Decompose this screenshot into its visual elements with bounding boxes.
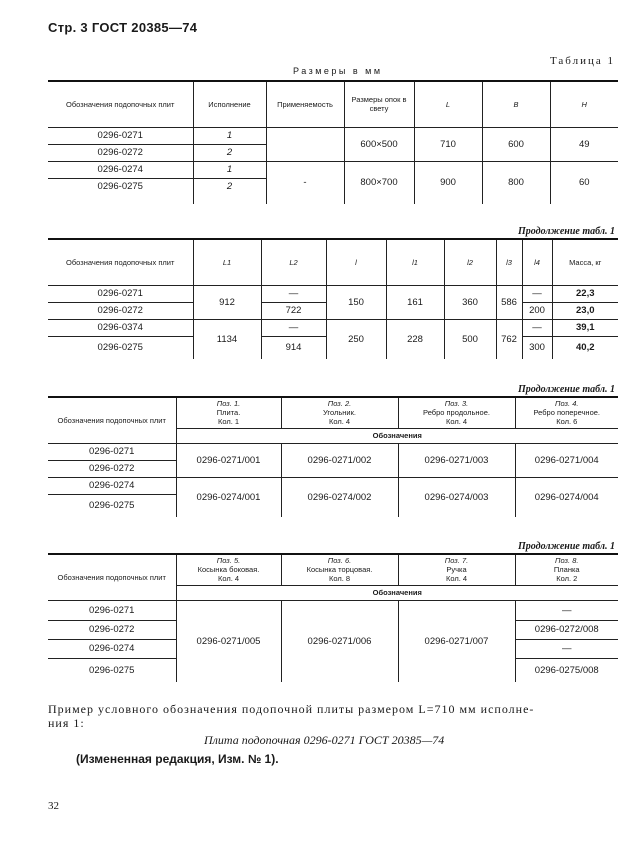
t4-des: 0296-0274 xyxy=(89,643,135,654)
t3-des: 0296-0272 xyxy=(89,463,135,474)
example-text-cont: ния 1: xyxy=(48,716,85,730)
t2-h-l2: l2 xyxy=(444,239,496,285)
t1-size: 600×500 xyxy=(344,127,414,161)
t3-val: 0296-0271/004 xyxy=(515,443,618,477)
t2-des: 0296-0271 xyxy=(97,288,143,299)
t1-des: 0296-0272 xyxy=(97,147,143,158)
table-4 xyxy=(48,553,618,682)
t2-l3: 586 xyxy=(496,285,522,319)
sizes-caption: Размеры в мм xyxy=(293,66,383,76)
t2-L2: — xyxy=(261,319,326,336)
revision-note: (Измененная редакция, Изм. № 1). xyxy=(76,752,279,766)
t2-h-designation: Обозначения подопочных плит xyxy=(66,257,175,267)
t2-l4: 200 xyxy=(522,302,552,319)
t1-var: 2 xyxy=(193,178,266,204)
example-text: Пример условного обозначения подопочной плиты размером L=710 мм исполне- xyxy=(48,702,535,716)
t1-des: 0296-0271 xyxy=(97,130,143,141)
t3-h-pos: Поз. 3. Ребро продольное. Кол. 4 xyxy=(398,397,515,428)
t1-des: 0296-0274 xyxy=(97,164,143,175)
t3-val: 0296-0271/001 xyxy=(176,443,281,477)
t3-val: 0296-0271/003 xyxy=(398,443,515,477)
t1-L: 710 xyxy=(414,127,482,161)
t2-h-l1: l1 xyxy=(386,239,444,285)
t1-size: 800×700 xyxy=(344,161,414,204)
t2-des: 0296-0275 xyxy=(97,342,143,354)
table-caption: Таблица 1 xyxy=(549,55,615,67)
t2-L2: 914 xyxy=(261,336,326,359)
t1-applic: - xyxy=(266,161,344,204)
t3-val: 0296-0274/003 xyxy=(398,477,515,517)
t2-mass: 23,0 xyxy=(552,302,618,319)
t4-des: 0296-0271 xyxy=(89,604,135,616)
t3-des: 0296-0271 xyxy=(89,446,135,457)
t1-var: 1 xyxy=(193,127,266,144)
t4-pos8: — xyxy=(515,639,618,658)
t2-h-l: l xyxy=(326,239,386,285)
t3-des: 0296-0275 xyxy=(89,500,135,512)
t4-common: 0296-0271/005 xyxy=(176,600,281,682)
t2-l2: 360 xyxy=(444,285,496,319)
t2-mass: 40,2 xyxy=(552,336,618,359)
t2-L1: 1134 xyxy=(193,319,261,359)
t2-l4: — xyxy=(522,319,552,336)
t2-h-mass: Масса, кг xyxy=(552,239,618,285)
t4-subheader: Обозначения xyxy=(176,585,618,600)
t1-B: 600 xyxy=(482,127,550,161)
t3-val: 0296-0274/002 xyxy=(281,477,398,517)
cont3-caption: Продолжение табл. 1 xyxy=(517,541,615,552)
t4-h-pos: Поз. 6. Косынка торцовая. Кол. 8 xyxy=(281,554,398,585)
t1-h-L: L xyxy=(414,81,482,127)
t1-H: 60 xyxy=(550,161,618,204)
t2-l3: 762 xyxy=(496,319,522,359)
sample-designation: Плита подопочная 0296-0271 ГОСТ 20385—74 xyxy=(204,733,445,747)
t1-B: 800 xyxy=(482,161,550,204)
page-header: Стр. 3 ГОСТ 20385—74 xyxy=(48,20,198,35)
t2-L2: 722 xyxy=(261,302,326,319)
t4-pos8: 0296-0275/008 xyxy=(515,658,618,682)
t4-h-pos: Поз. 7. Ручка Кол. 4 xyxy=(398,554,515,585)
t3-des: 0296-0274 xyxy=(89,480,135,491)
t2-mass: 39,1 xyxy=(552,319,618,336)
t2-des: 0296-0374 xyxy=(97,322,143,333)
t1-h-size: Размеры опок в свету xyxy=(344,81,414,127)
t2-des: 0296-0272 xyxy=(97,305,143,316)
t2-l2: 500 xyxy=(444,319,496,359)
table-1 xyxy=(48,80,618,204)
t2-l1: 228 xyxy=(386,319,444,359)
t3-val: 0296-0274/001 xyxy=(176,477,281,517)
t4-des: 0296-0275 xyxy=(89,664,135,676)
t2-h-L2: L2 xyxy=(261,239,326,285)
t4-pos8: 0296-0272/008 xyxy=(515,620,618,639)
page-number: 32 xyxy=(48,800,59,812)
t2-l1: 161 xyxy=(386,285,444,319)
t3-h-pos: Поз. 4. Ребро поперечное. Кол. 6 xyxy=(515,397,618,428)
t3-h-designation: Обозначения подопочных плит xyxy=(57,415,166,425)
t4-pos8: — xyxy=(515,600,618,620)
t2-mass: 22,3 xyxy=(552,285,618,302)
t1-H: 49 xyxy=(550,127,618,161)
t2-h-l4: l4 xyxy=(522,239,552,285)
t4-common: 0296-0271/006 xyxy=(281,600,398,682)
t2-h-L1: L1 xyxy=(193,239,261,285)
t3-val: 0296-0271/002 xyxy=(281,443,398,477)
t2-l: 250 xyxy=(326,319,386,359)
t1-var: 1 xyxy=(193,161,266,178)
t3-h-pos: Поз. 2. Угольник. Кол. 4 xyxy=(281,397,398,428)
t1-var: 2 xyxy=(193,144,266,161)
t2-L2: — xyxy=(261,285,326,302)
t3-subheader: Обозначения xyxy=(176,428,618,443)
t4-common: 0296-0271/007 xyxy=(398,600,515,682)
t4-h-pos: Поз. 8. Планка Кол. 2 xyxy=(515,554,618,585)
table-2 xyxy=(48,238,618,359)
t3-h-pos: Поз. 1. Плита. Кол. 1 xyxy=(176,397,281,428)
t1-h-B: B xyxy=(482,81,550,127)
t1-des: 0296-0275 xyxy=(97,180,143,192)
t1-h-H: H xyxy=(550,81,618,127)
cont2-caption: Продолжение табл. 1 xyxy=(517,384,615,395)
t4-h-designation: Обозначения подопочных плит xyxy=(57,572,166,582)
t3-val: 0296-0274/004 xyxy=(515,477,618,517)
t1-h-variant: Исполнение xyxy=(193,81,266,127)
t2-l4: 300 xyxy=(522,336,552,359)
t4-des: 0296-0272 xyxy=(89,624,135,635)
t2-l: 150 xyxy=(326,285,386,319)
t1-L: 900 xyxy=(414,161,482,204)
t2-h-l3: l3 xyxy=(496,239,522,285)
cont1-caption: Продолжение табл. 1 xyxy=(517,226,615,237)
t2-L1: 912 xyxy=(193,285,261,319)
table-3 xyxy=(48,396,618,517)
t1-h-designation: Обозначения подопочных плит xyxy=(66,99,175,109)
t4-h-pos: Поз. 5. Косынка боковая. Кол. 4 xyxy=(176,554,281,585)
t2-l4: — xyxy=(522,285,552,302)
t1-h-applic: Применяемость xyxy=(266,81,344,127)
